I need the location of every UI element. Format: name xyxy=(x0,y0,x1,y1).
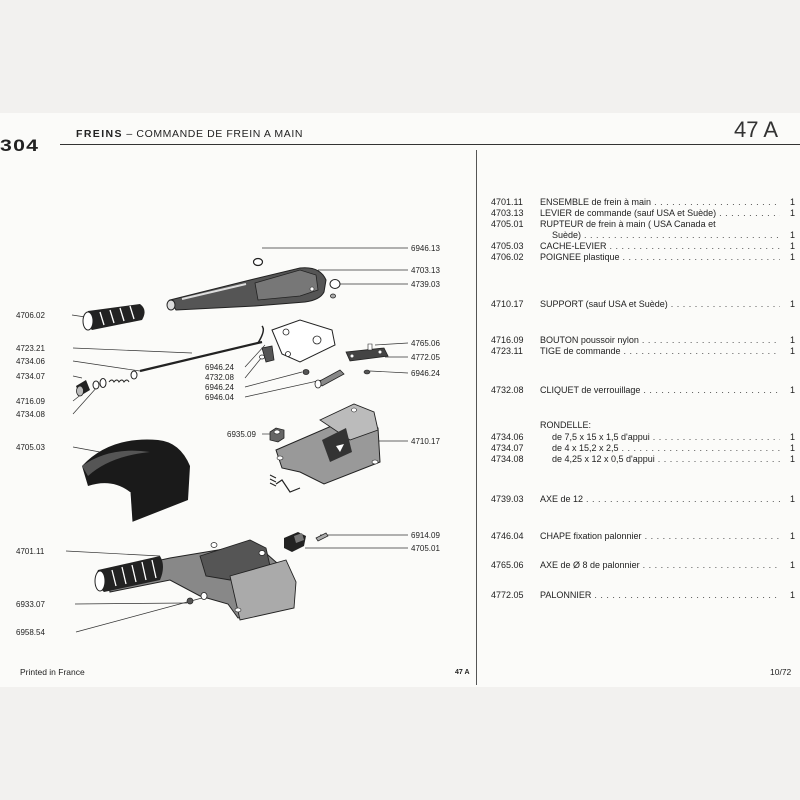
label-6914-09: 6914.09 xyxy=(411,531,440,540)
chape-4746-04 xyxy=(272,320,335,362)
label-6946-24-a: 6946.24 xyxy=(205,363,234,372)
part-quantity: 1 xyxy=(790,385,796,395)
button-4716-09 xyxy=(76,380,90,396)
label-4703-13: 4703.13 xyxy=(411,266,440,275)
parts-row xyxy=(488,230,798,241)
part-code: 4765.06 xyxy=(491,560,524,570)
part-description: de 4 x 15,2 x 2,5 . . . xyxy=(552,443,780,454)
header-rule xyxy=(60,144,800,145)
part-code: 4734.08 xyxy=(491,454,524,464)
part-code: 4734.06 xyxy=(491,432,524,442)
title-subject: – COMMANDE DE FREIN A MAIN xyxy=(122,128,304,140)
part-description: TIGE de commande . . . xyxy=(540,346,780,357)
part-code: 4705.03 xyxy=(491,241,524,251)
part-quantity: 1 xyxy=(790,432,796,442)
label-4723-21: 4723.21 xyxy=(16,344,45,353)
label-4772-05: 4772.05 xyxy=(411,353,440,362)
equalizer-4772-05 xyxy=(346,344,388,374)
nut-6935-09 xyxy=(270,428,284,442)
part-code: 4732.08 xyxy=(491,385,524,395)
part-code: 4705.01 xyxy=(491,219,524,229)
exploded-diagram xyxy=(0,150,476,670)
parts-row xyxy=(488,420,798,431)
part-description: POIGNEE plastique . . . xyxy=(540,252,780,263)
parts-row xyxy=(488,560,798,571)
label-6946-13: 6946.13 xyxy=(411,244,440,253)
part-code: 4723.11 xyxy=(491,346,523,356)
part-quantity: 1 xyxy=(790,443,796,453)
part-code: 4701.11 xyxy=(491,197,523,207)
page-title xyxy=(76,128,303,140)
printed-in-note: Printed in France xyxy=(20,667,85,677)
washer-6958-54 xyxy=(201,593,207,600)
grip-4706-02 xyxy=(83,304,145,330)
part-code: 4716.09 xyxy=(491,335,524,345)
axle-4739-03 xyxy=(330,280,340,299)
parts-row xyxy=(488,241,798,252)
part-group-heading: RONDELLE: xyxy=(540,420,592,430)
part-description: CACHE-LEVIER . . . xyxy=(540,241,780,252)
support-4710-17 xyxy=(270,404,380,492)
part-quantity: 1 xyxy=(790,335,796,345)
nut-6933-07 xyxy=(187,598,193,604)
part-description: PALONNIER . . . xyxy=(540,590,780,601)
washer-6946-13 xyxy=(254,259,263,266)
model-number: 304 xyxy=(0,136,40,155)
part-code: 4772.05 xyxy=(491,590,524,600)
label-4734-08: 4734.08 xyxy=(16,410,45,419)
part-quantity: 1 xyxy=(790,346,796,356)
label-4734-07: 4734.07 xyxy=(16,372,45,381)
parts-row xyxy=(488,197,798,208)
part-quantity: 1 xyxy=(790,590,796,600)
page-number: 47 A xyxy=(733,117,778,142)
label-6946-24-right: 6946.24 xyxy=(411,369,440,378)
part-quantity: 1 xyxy=(790,230,796,240)
part-description: BOUTON poussoir nylon . . . xyxy=(540,335,780,346)
label-4706-02: 4706.02 xyxy=(16,311,45,320)
pin-6946-04 xyxy=(303,370,344,389)
parts-row xyxy=(488,443,798,454)
parts-row xyxy=(488,454,798,465)
part-quantity: 1 xyxy=(790,560,796,570)
label-4710-17: 4710.17 xyxy=(411,437,440,446)
parts-row xyxy=(488,208,798,219)
part-quantity: 1 xyxy=(790,197,796,207)
part-quantity: 1 xyxy=(790,208,796,218)
part-code: 4706.02 xyxy=(491,252,524,262)
part-description: CHAPE fixation palonnier . . . xyxy=(540,531,780,542)
part-description: Suède) . . . xyxy=(552,230,780,241)
part-description: AXE de 12 . . . xyxy=(540,494,780,505)
label-4705-01: 4705.01 xyxy=(411,544,440,553)
title-section: FREINS xyxy=(76,128,123,140)
part-description: SUPPORT (sauf USA et Suède) . . . xyxy=(540,299,780,310)
footer-page-ref: 47 A xyxy=(455,669,470,676)
part-description: de 7,5 x 15 x 1,5 d'appui . . . xyxy=(552,432,780,443)
label-4705-03: 4705.03 xyxy=(16,443,45,452)
part-quantity: 1 xyxy=(790,241,796,251)
part-description: ENSEMBLE de frein à main . . . xyxy=(540,197,780,208)
part-quantity: 1 xyxy=(790,252,796,262)
part-quantity: 1 xyxy=(790,494,796,504)
label-6958-54: 6958.54 xyxy=(16,628,45,637)
part-quantity: 1 xyxy=(790,299,796,309)
parts-row xyxy=(488,299,798,310)
part-code: 4710.17 xyxy=(491,299,524,309)
part-code: 4734.07 xyxy=(491,443,524,453)
part-description: AXE de Ø 8 de palonnier . . . xyxy=(540,560,780,571)
edition-date: 10/72 xyxy=(770,667,792,677)
label-6946-24-b: 6946.24 xyxy=(205,383,234,392)
washer-stack xyxy=(93,371,137,389)
part-code: 4703.13 xyxy=(491,208,524,218)
lever-4703-13 xyxy=(167,268,326,310)
column-divider xyxy=(476,150,477,685)
assembly-4701-11 xyxy=(95,540,296,620)
part-description: CLIQUET de verrouillage . . . xyxy=(540,385,780,396)
label-6935-09: 6935.09 xyxy=(227,430,256,439)
label-4739-03: 4739.03 xyxy=(411,280,440,289)
parts-row xyxy=(488,252,798,263)
label-6946-04: 6946.04 xyxy=(205,393,234,402)
label-4716-09: 4716.09 xyxy=(16,397,45,406)
screw-6914-09 xyxy=(316,533,328,541)
part-quantity: 1 xyxy=(790,454,796,464)
rod-4723-21 xyxy=(140,326,263,371)
label-6933-07: 6933.07 xyxy=(16,600,45,609)
label-4732-08: 4732.08 xyxy=(205,373,234,382)
parts-row xyxy=(488,531,798,542)
part-quantity: 1 xyxy=(790,531,796,541)
switch-4705-01 xyxy=(284,532,306,552)
label-4734-06: 4734.06 xyxy=(16,357,45,366)
parts-row xyxy=(488,335,798,346)
parts-row xyxy=(488,346,798,357)
label-4701-11: 4701.11 xyxy=(16,547,45,556)
parts-row xyxy=(488,432,798,443)
parts-row xyxy=(488,494,798,505)
part-code: 4746.04 xyxy=(491,531,524,541)
parts-row xyxy=(488,385,798,396)
label-4765-06: 4765.06 xyxy=(411,339,440,348)
part-description: RUPTEUR de frein à main ( USA Canada et xyxy=(540,219,716,229)
parts-row xyxy=(488,219,798,230)
part-code: 4739.03 xyxy=(491,494,524,504)
parts-row xyxy=(488,590,798,601)
part-description: LEVIER de commande (sauf USA et Suède) . . . xyxy=(540,208,780,219)
part-description: de 4,25 x 12 x 0,5 d'appui . . . xyxy=(552,454,780,465)
